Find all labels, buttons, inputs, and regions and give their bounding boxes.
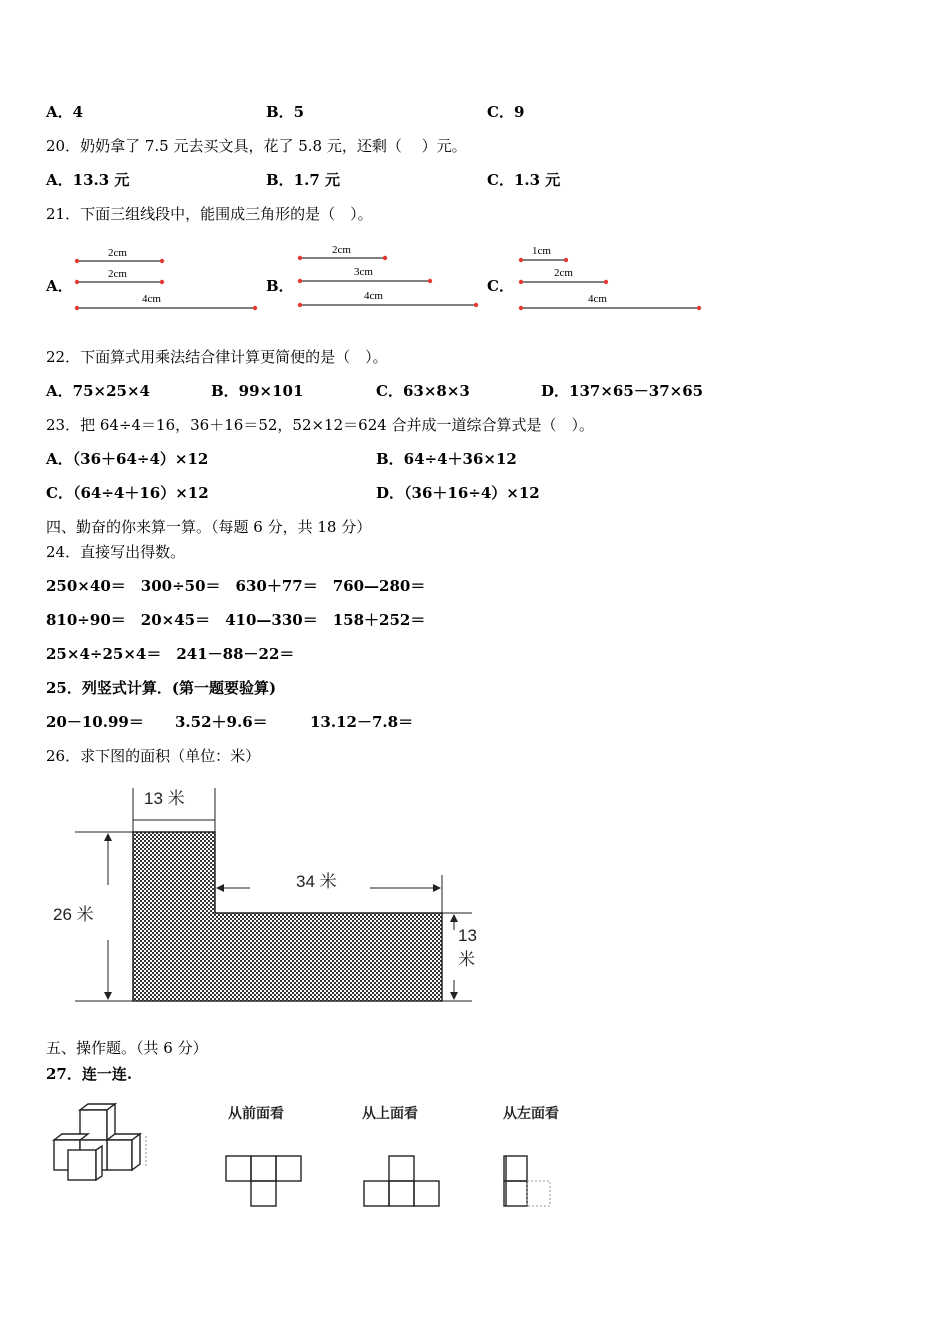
q21-segments-c	[514, 240, 714, 320]
section-5-title: 五、操作题。（共 6 分）	[46, 1039, 208, 1057]
q21-a-label-3: 4cm	[142, 293, 161, 305]
section-4-title: 四、勤奋的你来算一算。（每题 6 分，共 18 分）	[46, 518, 372, 536]
l-shape	[133, 832, 442, 1001]
q27-left-view-shape	[498, 1150, 568, 1215]
q21-c-label-1: 1cm	[532, 245, 551, 257]
q21-a-label-2: 2cm	[108, 268, 127, 280]
q22-option-c: C．63×8×3	[376, 382, 470, 400]
q21-a-label-1: 2cm	[108, 247, 127, 259]
q23-question: 23．把 64÷4＝16，36＋16＝52，52×12＝624 合并成一道综合算式是（ ）。	[46, 416, 595, 434]
q21-b-label-2: 3cm	[354, 266, 373, 278]
q26-dim-top: 13 米	[144, 789, 185, 808]
q27-view-front-label: 从前面看	[228, 1106, 284, 1122]
q26-dim-right-bottom: 米	[458, 950, 475, 969]
q24-row-1: 250×40＝ 300÷50＝ 630＋77＝ 760—280＝	[46, 577, 426, 595]
q21-letter-a: A．	[46, 277, 73, 295]
q26-dim-left: 26 米	[53, 905, 94, 924]
q19-option-b: B．5	[266, 103, 305, 121]
q21-letter-b: B．	[266, 277, 294, 295]
q22-option-d: D．137×65－37×65	[541, 382, 704, 400]
q26-dim-middle: 34 米	[296, 872, 337, 891]
q22-option-a: A．75×25×4	[46, 382, 150, 400]
q27-top-view-shape	[358, 1150, 448, 1215]
q25-item-3: 13.12－7.8＝	[310, 713, 414, 731]
q21-c-label-2: 2cm	[554, 267, 573, 279]
q25-question: 25．列竖式计算．(第一题要验算)	[46, 679, 277, 697]
q27-view-top-label: 从上面看	[362, 1106, 418, 1122]
q21-segments-b	[292, 240, 492, 320]
q22-question: 22．下面算式用乘法结合律计算更简便的是（ ）。	[46, 348, 388, 366]
q20-option-c: C．1.3 元	[487, 171, 561, 189]
q25-item-2: 3.52＋9.6＝	[175, 713, 268, 731]
q19-option-a: A．4	[46, 103, 84, 121]
q27-cube-stack	[50, 1100, 170, 1190]
q23-option-c: C．（64÷4＋16）×12	[46, 484, 209, 502]
q21-segments-a	[70, 240, 270, 320]
q26-l-shape-figure	[40, 780, 490, 1020]
q21-b-label-1: 2cm	[332, 244, 351, 256]
q23-option-b: B．64÷4＋36×12	[376, 450, 517, 468]
q26-question: 26．求下图的面积（单位：米）	[46, 747, 261, 765]
q24-row-2: 810÷90＝ 20×45＝ 410—330＝ 158＋252＝	[46, 611, 426, 629]
q27-view-left-label: 从左面看	[503, 1106, 559, 1122]
q20-option-a: A．13.3 元	[46, 171, 130, 189]
q26-dim-right-top: 13	[458, 926, 477, 945]
q27-question: 27．连一连.	[46, 1065, 133, 1083]
q23-option-a: A．（36＋64÷4）×12	[46, 450, 209, 468]
q21-c-label-3: 4cm	[588, 293, 607, 305]
q25-item-1: 20－10.99＝	[46, 713, 144, 731]
q22-option-b: B．99×101	[211, 382, 304, 400]
q20-option-b: B．1.7 元	[266, 171, 340, 189]
q24-question: 24．直接写出得数。	[46, 543, 186, 561]
q19-option-c: C．9	[487, 103, 525, 121]
q21-question: 21．下面三组线段中，能围成三角形的是（ ）。	[46, 205, 373, 223]
q27-front-view-shape	[220, 1150, 310, 1215]
q21-letter-c: C．	[487, 277, 514, 295]
q21-b-label-3: 4cm	[364, 290, 383, 302]
q24-row-3: 25×4÷25×4＝ 241－88－22＝	[46, 645, 295, 663]
q20-question: 20．奶奶拿了 7.5 元去买文具，花了 5.8 元，还剩（ ）元。	[46, 137, 467, 155]
q23-option-d: D．（36＋16÷4）×12	[376, 484, 540, 502]
